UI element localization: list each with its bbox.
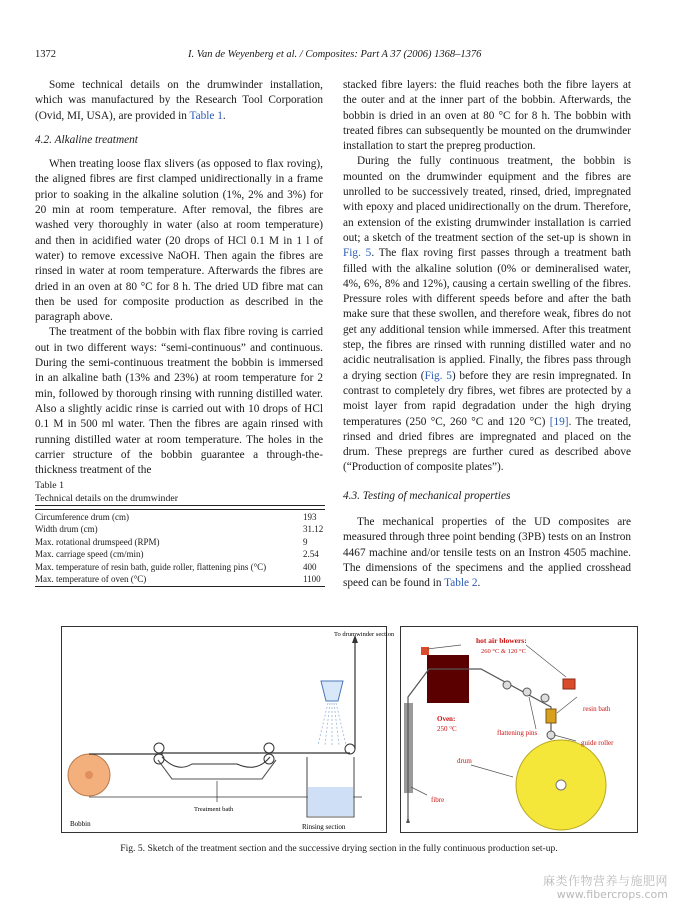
fig5-link[interactable]: Fig. 5 [424, 369, 452, 382]
table-label: Table 1 [35, 480, 64, 491]
paragraph: The treatment of the bobbin with flax fibre roving is carried out in two different ways: “semi-continuous” and continuous. During the semi-continuous treatment the bobbin is immersed in an alkaline bath (13% and 23%) at room temperature for 2 min, followed by thorough rinsing with running distilled water. Also a slightly acidic rinse is carried out with 10 drops of HCl 0.1 M in 500 ml water. Then the fibres are again rinsed with running distilled water at room temperature. The holes in the carrier structure of the bobbin guarantee a through-the-thickness treatment of the [35, 326, 323, 477]
figure-drying-section [400, 626, 638, 833]
label-guide-roller: guide roller [581, 739, 614, 747]
table-title: Technical details on the drumwinder [35, 492, 178, 504]
guide-roller-icon [547, 731, 555, 739]
table-row: Max. temperature of resin bath, guide roller, flattening pins (°C) 400 [35, 561, 317, 572]
paragraph: Some technical details on the drumwinder installation, which was manufactured by the Research Tool Corporation (Ovid, MI, USA), are provided in Table 1. [35, 79, 323, 122]
page-number: 1372 [35, 49, 56, 60]
label-drumwinder: To drumwinder section [334, 631, 395, 638]
resin-bath-icon [546, 709, 556, 723]
treatment-section-diagram [62, 627, 395, 832]
table-row: Width drum (cm) 31.12 [35, 524, 324, 535]
figure-treatment-section [61, 626, 395, 833]
running-head: I. Van de Weyenberg et al. / Composites: Part A 37 (2006) 1368–1376 [188, 49, 482, 60]
watermark-title: 麻类作物营养与施肥网 [542, 874, 668, 888]
paragraph: During the fully continuous treatment, the bobbin is mounted on the drumwinder equipment and the fibres are unrolled to be successively treated, rinsed, dried, impregnated with epoxy and placed unidirectionally on the drum. Therefore, an extension of the existing drumwinder installation is carried out; a sketch of the treatment section of the set-up is shown in Fig. 5. The flax roving first passes through a treatment bath filled with the alkaline solution (0% or demineralised water, 4%, 6%, 8% and 12%), causing a certain swelling of the fibres. Pressure roles with different speeds before and after the bath make sure that these swollen, and therefore weak, fibres do not get any additional tension while immersed. After this treatment step, the fibres are rinsed with running distilled water and no acidic neutralisation is applied. Finally, the fibres pass through a drying section (Fig. 5) before they are resin impregnated. In contrast to completely dry fibres, wet fibres are protected by a moist layer from rapid degradation under the high drying temperatures (250 °C, 260 °C and 120 °C) [19]. The treated, rinsed and dried fibres are impregnated and placed on the drum. These prepregs are further cured as described above (“Production of composite plates”). [343, 155, 632, 474]
fig5-link[interactable]: Fig. 5 [343, 247, 372, 260]
label-oven-temp: 250 °C [437, 725, 457, 733]
paragraph: The mechanical properties of the UD composites are measured through three point bending (3PB) tests on an Instron 4467 machine and/or tensile tests on an Instron 4505 machine. The dimensions of the specimens and the applied crosshead speed can be found in Table 2. [343, 516, 631, 590]
heater-icon [421, 647, 429, 655]
fibre-in-bath [162, 757, 270, 767]
table2-link[interactable]: Table 2 [444, 577, 478, 590]
section-heading-4-2: 4.2. Alkaline treatment [35, 133, 138, 146]
label-oven: Oven: [437, 715, 456, 723]
arrow-up-icon [406, 817, 410, 823]
fibre-path [89, 753, 350, 754]
table-row: Max. rotational drumspeed (RPM) 9 [35, 536, 308, 547]
right-column [343, 78, 631, 592]
hot-air-blower-icon [563, 679, 575, 689]
table-row: Max. temperature of oven (°C) 1100 [35, 574, 321, 585]
label-drum: drum [457, 757, 472, 765]
flattening-pins-icon [503, 681, 549, 702]
bobbin-hub-icon [85, 771, 93, 779]
rinsing-water [308, 787, 353, 816]
reference-link[interactable]: [19] [549, 415, 569, 428]
table-row: Max. carriage speed (cm/min) 2.54 [35, 549, 319, 560]
paragraph: When treating loose flax slivers (as opposed to flax roving), the aligned fibres are first clamped unidirectionally in a frame prior to soaking in the alkaline solution (1%, 2% and 3%) for 20 min at room temperature. After removal, the fibres are washed very thoroughly in water (also at room temperature) and then in acidified water (20 drops of HCl 0.1 M in 1 l of water) to remove excessive NaOH. Then again the fibres are rinsed in water at room temperature. Afterwards the fibres are dried in an oven at 80 °C for 8 h. The dried UD fibre mat can then be used for composite production as described in the paragraph above. [35, 158, 323, 324]
treatment-bath-outline [158, 760, 276, 779]
label-fibre: fibre [431, 796, 445, 804]
drum-hub-icon [556, 780, 566, 790]
label-flattening-pins: flattening pins [497, 729, 538, 737]
label-blower-temps: 260 °C & 120 °C [481, 648, 526, 655]
label-resin-bath: resin bath [583, 705, 611, 713]
label-rinsing: Rinsing section [302, 823, 346, 831]
table-row: Circumference drum (cm) 193 [35, 509, 325, 523]
paragraph: stacked fibre layers: the fluid reaches both the fibre layers at the outer and at the inner part of the bobbin. Afterwards, the bobbin is dried in an oven at 80 °C for 8 h. The bobbin with treated fibres can subsequently be mounted on the drumwinder installation to start the prepreg production. [343, 79, 631, 153]
water-spray-icon [318, 703, 346, 745]
label-blowers: hot air blowers: [476, 636, 527, 645]
left-column [35, 78, 323, 478]
section-heading-4-3: 4.3. Testing of mechanical properties [343, 489, 511, 502]
table-1 [35, 505, 325, 587]
watermark-url: www.fibercrops.com [556, 888, 668, 901]
table1-link[interactable]: Table 1 [189, 109, 223, 122]
shower-funnel-icon [321, 681, 343, 701]
oven-icon [427, 655, 469, 703]
figure-caption: Fig. 5. Sketch of the treatment section and the successive drying section in the fully continuous production set-up. [120, 843, 558, 854]
drying-section-diagram [401, 627, 637, 832]
label-bobbin: Bobbin [70, 820, 91, 828]
table-caption [35, 480, 325, 505]
label-treatment-bath: Treatment bath [194, 806, 234, 813]
